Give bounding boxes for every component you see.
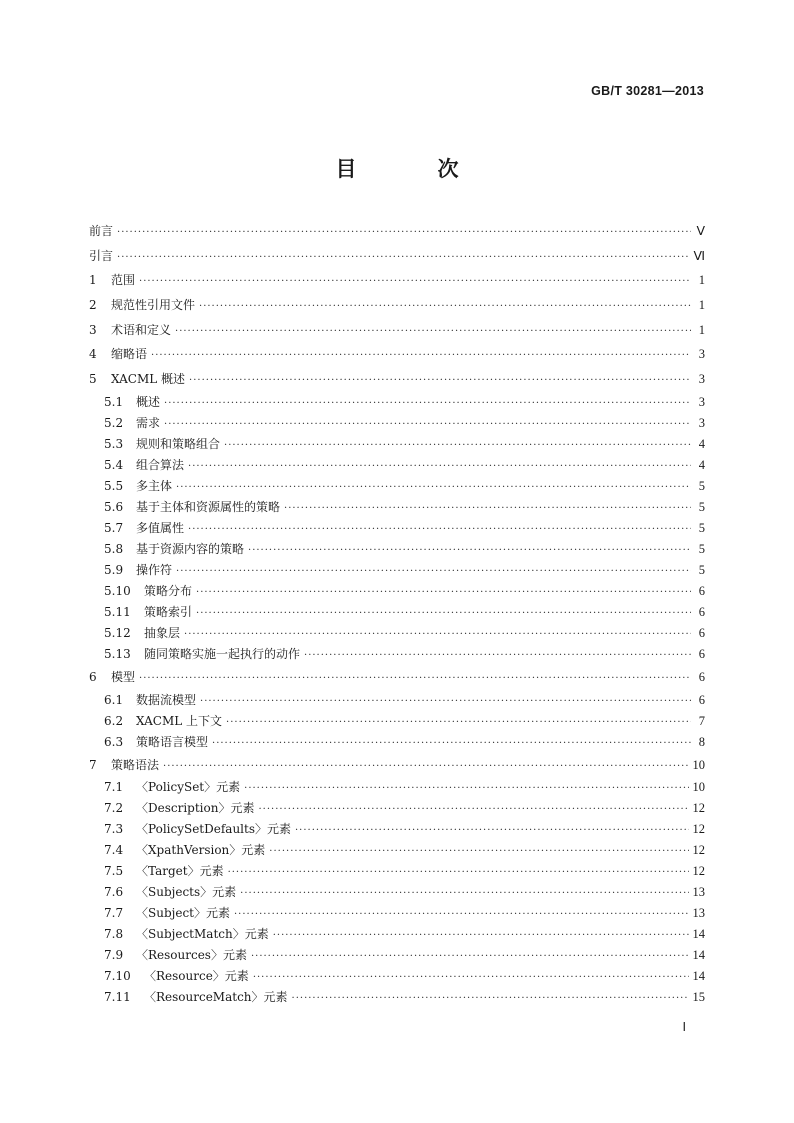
toc-entry-page: 6 [698,604,705,619]
toc-leader-dots [163,755,688,780]
toc-entry-label: 抽象层 [144,625,181,640]
toc-entry-label: 需求 [136,415,161,430]
toc-entry-label: 前言 [89,224,114,238]
toc-entry-page: 14 [692,927,705,942]
toc-leader-dots [269,841,688,862]
toc-entry[interactable] [89,966,705,987]
toc-entry-number: 5.1 [104,394,124,409]
toc-entry-number: 7.5 [104,864,124,879]
toc-entry-page: 3 [698,372,705,387]
toc-entry-label: 术语和定义 [111,322,172,337]
toc-leader-dots [240,883,688,904]
toc-leader-dots [284,498,691,519]
page-number: Ⅰ [682,1020,686,1034]
toc-entry[interactable] [89,476,705,497]
toc-entry[interactable] [89,219,705,244]
toc-leader-dots [258,799,688,820]
toc-entry-page: 6 [698,583,705,598]
toc-entry-page: 5 [698,478,705,493]
toc-entry[interactable] [89,711,705,732]
toc-entry-page: 6 [698,625,705,640]
toc-entry[interactable] [89,732,705,753]
table-of-contents [89,219,705,1008]
toc-entry-label: 规范性引用文件 [111,298,196,313]
toc-entry-page: 12 [692,843,705,858]
toc-entry-page: 3 [698,394,705,409]
toc-leader-dots [295,820,689,841]
toc-leader-dots [139,667,691,692]
toc-entry-number: 5.12 [104,625,131,640]
toc-entry[interactable] [89,840,705,861]
toc-entry-number: 6.2 [104,713,124,728]
toc-entry-label: 模型 [111,669,136,684]
toc-entry-number: 5.3 [104,436,124,451]
toc-entry-label: 〈PolicySet〉元素 [136,780,241,795]
toc-entry-number: 5.13 [104,646,131,661]
toc-leader-dots [196,582,691,603]
toc-leader-dots [212,733,691,754]
toc-entry-number: 7.10 [104,969,131,984]
toc-entry-label: 〈Description〉元素 [136,801,255,816]
toc-leader-dots [176,477,691,498]
toc-entry-label: 策略分布 [144,583,193,598]
toc-entry[interactable] [89,945,705,966]
toc-entry[interactable] [89,623,705,644]
toc-entry[interactable] [89,560,705,581]
toc-entry[interactable] [89,367,705,392]
toc-entry-label: 规则和策略组合 [136,436,221,451]
toc-entry-number: 5.5 [104,478,124,493]
toc-entry[interactable] [89,518,705,539]
toc-entry-page: 10 [692,780,705,795]
toc-entry-page: 3 [698,415,705,430]
toc-entry[interactable] [89,539,705,560]
toc-entry-label: XACML 概述 [111,372,186,387]
toc-entry-page: 3 [698,347,705,362]
toc-leader-dots [244,778,688,799]
toc-entry-number: 5.2 [104,415,124,430]
toc-entry-number: 5.9 [104,562,124,577]
toc-entry-page: 13 [692,906,705,921]
toc-entry[interactable] [89,882,705,903]
toc-entry-label: 策略语法 [111,757,160,772]
toc-leader-dots [228,862,689,883]
toc-entry-label: 〈SubjectMatch〉元素 [136,927,269,942]
toc-entry[interactable] [89,318,705,343]
toc-entry[interactable] [89,413,705,434]
standard-code: GB/T 30281—2013 [591,84,704,98]
toc-entry[interactable] [89,268,705,293]
toc-entry-label: 基于主体和资源属性的策略 [136,499,281,514]
toc-entry-page: 5 [698,562,705,577]
toc-entry[interactable] [89,690,705,711]
toc-leader-dots [164,393,691,414]
toc-entry-number: 5.10 [104,583,131,598]
toc-entry-number: 7 [89,757,97,772]
toc-entry-number: 2 [89,298,97,313]
toc-entry-page: 6 [698,669,705,684]
toc-entry[interactable] [89,581,705,602]
toc-entry-label: 基于资源内容的策略 [136,541,245,556]
toc-entry-number: 1 [89,273,97,288]
toc-entry-label: 范围 [111,273,136,288]
toc-leader-dots [176,561,691,582]
toc-entry-page: Ⅵ [693,248,705,263]
toc-entry-page: 5 [698,499,705,514]
toc-leader-dots [117,221,691,246]
toc-leader-dots [188,519,691,540]
toc-entry-number: 5.7 [104,520,124,535]
toc-leader-dots [273,925,689,946]
toc-leader-dots [292,988,689,1009]
toc-entry[interactable] [89,819,705,840]
toc-leader-dots [200,691,691,712]
toc-entry[interactable] [89,753,705,778]
toc-entry[interactable] [89,244,705,269]
toc-leader-dots [188,456,691,477]
toc-entry[interactable] [89,342,705,367]
toc-entry-page: 4 [698,436,705,451]
toc-entry[interactable] [89,392,705,413]
toc-entry-number: 6 [89,669,97,684]
toc-entry-label: 缩略语 [111,347,148,362]
toc-entry[interactable] [89,903,705,924]
toc-entry-label: 操作符 [136,562,173,577]
toc-leader-dots [139,270,691,295]
toc-leader-dots [253,967,689,988]
toc-entry-page: 1 [698,298,705,313]
toc-entry-page: 15 [692,990,705,1005]
toc-entry-number: 3 [89,322,97,337]
toc-entry-label: 〈XpathVersion〉元素 [136,843,266,858]
toc-leader-dots [226,712,691,733]
toc-entry[interactable] [89,434,705,455]
toc-leader-dots [224,435,691,456]
toc-entry[interactable] [89,798,705,819]
toc-entry-number: 7.2 [104,801,124,816]
toc-leader-dots [175,320,691,345]
toc-entry[interactable] [89,455,705,476]
toc-entry-number: 7.1 [104,780,124,795]
toc-entry-label: 概述 [136,394,161,409]
toc-entry-label: 〈PolicySetDefaults〉元素 [136,822,291,837]
toc-entry[interactable] [89,924,705,945]
toc-entry-label: 〈Resource〉元素 [144,969,249,984]
toc-leader-dots [117,246,689,271]
toc-entry-page: 13 [692,885,705,900]
toc-entry-number: 5.11 [104,604,131,619]
toc-entry[interactable] [89,602,705,623]
toc-entry-page: 14 [692,948,705,963]
toc-leader-dots [248,540,691,561]
toc-entry-label: 数据流模型 [136,692,197,707]
toc-entry[interactable] [89,293,705,318]
toc-entry-page: 8 [698,734,705,749]
toc-entry-page: 4 [698,457,705,472]
toc-entry-page: 6 [698,646,705,661]
toc-leader-dots [199,295,691,320]
toc-entry-number: 5 [89,372,97,387]
toc-entry[interactable] [89,777,705,798]
toc-entry-label: 〈Resources〉元素 [136,948,247,963]
toc-entry-number: 7.11 [104,990,131,1005]
toc-entry-number: 7.9 [104,948,124,963]
toc-leader-dots [196,603,691,624]
toc-entry-page: 12 [692,864,705,879]
toc-entry-page: Ⅴ [696,224,705,238]
toc-entry-label: 多主体 [136,478,173,493]
toc-entry-page: 5 [698,541,705,556]
toc-entry-number: 6.1 [104,692,124,707]
toc-entry-number: 7.4 [104,843,124,858]
toc-entry[interactable] [89,861,705,882]
toc-entry-label: 〈Subjects〉元素 [136,885,237,900]
toc-entry-number: 4 [89,347,97,362]
toc-entry-label: 多值属性 [136,520,185,535]
toc-leader-dots [234,904,689,925]
toc-entry[interactable] [89,644,705,665]
toc-entry[interactable] [89,665,705,690]
toc-leader-dots [304,645,691,666]
toc-entry-label: 〈ResourceMatch〉元素 [144,990,288,1005]
toc-entry-page: 6 [698,692,705,707]
toc-leader-dots [164,414,691,435]
toc-entry-label: 策略索引 [144,604,193,619]
toc-entry[interactable] [89,987,705,1008]
toc-entry-page: 12 [692,801,705,816]
toc-entry-number: 7.7 [104,906,124,921]
toc-entry-page: 14 [692,969,705,984]
toc-entry-page: 5 [698,520,705,535]
toc-entry-number: 6.3 [104,734,124,749]
toc-entry[interactable] [89,497,705,518]
toc-entry-label: 引言 [89,248,114,263]
toc-entry-page: 7 [698,713,705,728]
toc-entry-number: 7.3 [104,822,124,837]
toc-entry-number: 5.6 [104,499,124,514]
toc-entry-label: 随同策略实施一起执行的动作 [144,646,301,661]
toc-entry-label: 策略语言模型 [136,734,209,749]
toc-entry-number: 5.8 [104,541,124,556]
toc-entry-label: XACML 上下文 [136,713,223,728]
toc-leader-dots [251,946,689,967]
toc-leader-dots [189,369,691,394]
toc-leader-dots [184,624,691,645]
toc-entry-number: 7.6 [104,885,124,900]
toc-entry-label: 〈Target〉元素 [136,864,224,879]
toc-entry-page: 1 [698,273,705,288]
toc-entry-number: 5.4 [104,457,124,472]
toc-entry-label: 〈Subject〉元素 [136,906,230,921]
toc-entry-page: 10 [692,757,705,772]
toc-entry-page: 12 [692,822,705,837]
toc-entry-label: 组合算法 [136,457,185,472]
page-title: 目 次 [335,157,489,181]
toc-entry-page: 1 [698,322,705,337]
toc-entry-number: 7.8 [104,927,124,942]
toc-leader-dots [151,344,691,369]
